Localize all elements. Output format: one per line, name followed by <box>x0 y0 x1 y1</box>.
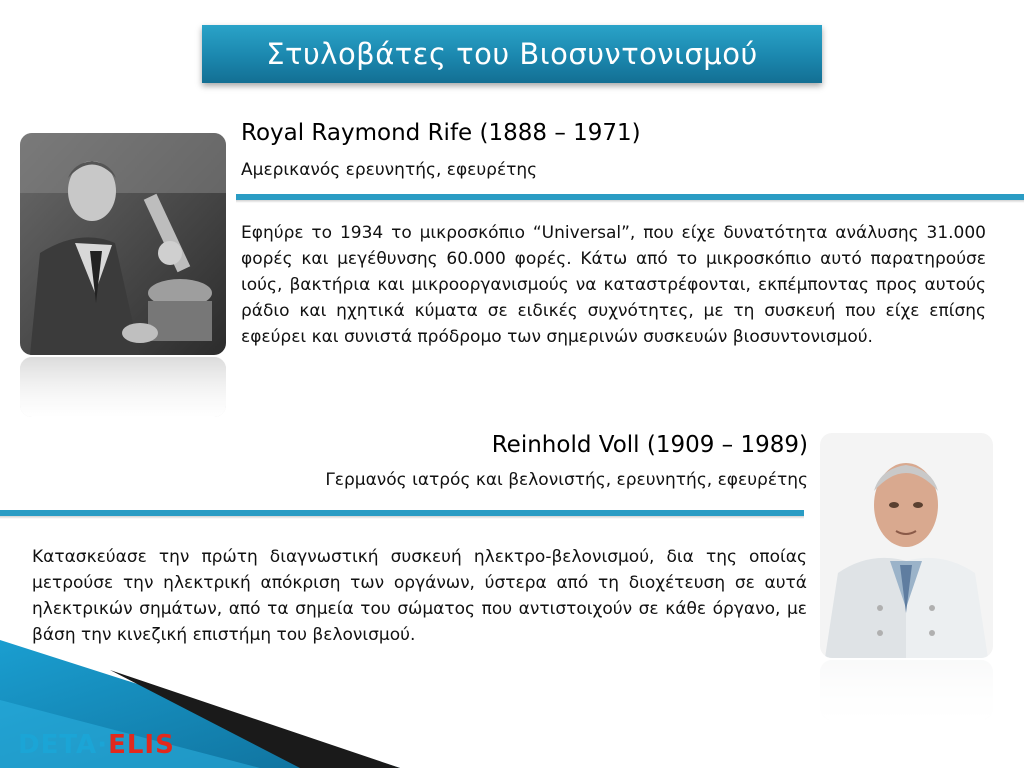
rife-portrait-reflection <box>20 357 226 417</box>
portrait-photo-icon <box>820 433 993 658</box>
logo-deta: DETA <box>18 730 98 760</box>
rife-subtitle: Αμερικανός ερευνητής, εφευρέτης <box>241 160 538 180</box>
rife-paragraph: Εφηύρε το 1934 το μικροσκόπιο “Universal”, που είχε δυνατότητα ανάλυσης 31.000 φορές και μεγέθυνσης 60.000 φορές. Κάτω από το μικροσκόπιο αυτό παρατηρούσε ιούς, βακτήρια και μικροοργανισμούς να καταστρέφονται, εκπέμποντας προς αυτούς ράδιο και ηχητικά κύματα σε ειδικές συχνότητες, με τη συσκευή που είχε επίσης εφεύρει και συνιστά πρόδρομο των σημερινών συσκευών βιοσυντονισμού. <box>241 223 986 347</box>
logo-elis: ELIS <box>108 730 175 760</box>
slide-title: Στυλοβάτες του Βιοσυντονισμού <box>266 37 758 71</box>
deta-elis-logo <box>18 730 175 760</box>
voll-paragraph: Κατασκεύασε την πρώτη διαγνωστική συσκευή ηλεκτρο-βελονισμού, δια της οποίας μετρούσε την ηλεκτρική απόκριση των οργάνων, ύστερα από τη διοχέτευση σε αυτά ηλεκτρικών σημάτων, από τα σημεία του σώματος που αντιστοιχούν σε κάθε όργανο, με βάση την κινεζική επιστήμη του βελονισμού. <box>32 547 807 645</box>
voll-subtitle: Γερμανός ιατρός και βελονιστής, ερευνητής, εφευρέτης <box>325 470 808 490</box>
logo-dot: · <box>97 730 109 760</box>
voll-portrait-reflection <box>820 660 993 720</box>
voll-divider <box>0 510 804 516</box>
rife-name: Royal Raymond Rife (1888 – 1971) <box>241 120 641 146</box>
rife-portrait <box>20 133 226 355</box>
title-banner <box>202 25 822 83</box>
rife-divider <box>236 194 1024 200</box>
voll-portrait <box>820 433 993 658</box>
voll-name: Reinhold Voll (1909 – 1989) <box>491 432 808 458</box>
portrait-photo-icon <box>20 133 226 355</box>
